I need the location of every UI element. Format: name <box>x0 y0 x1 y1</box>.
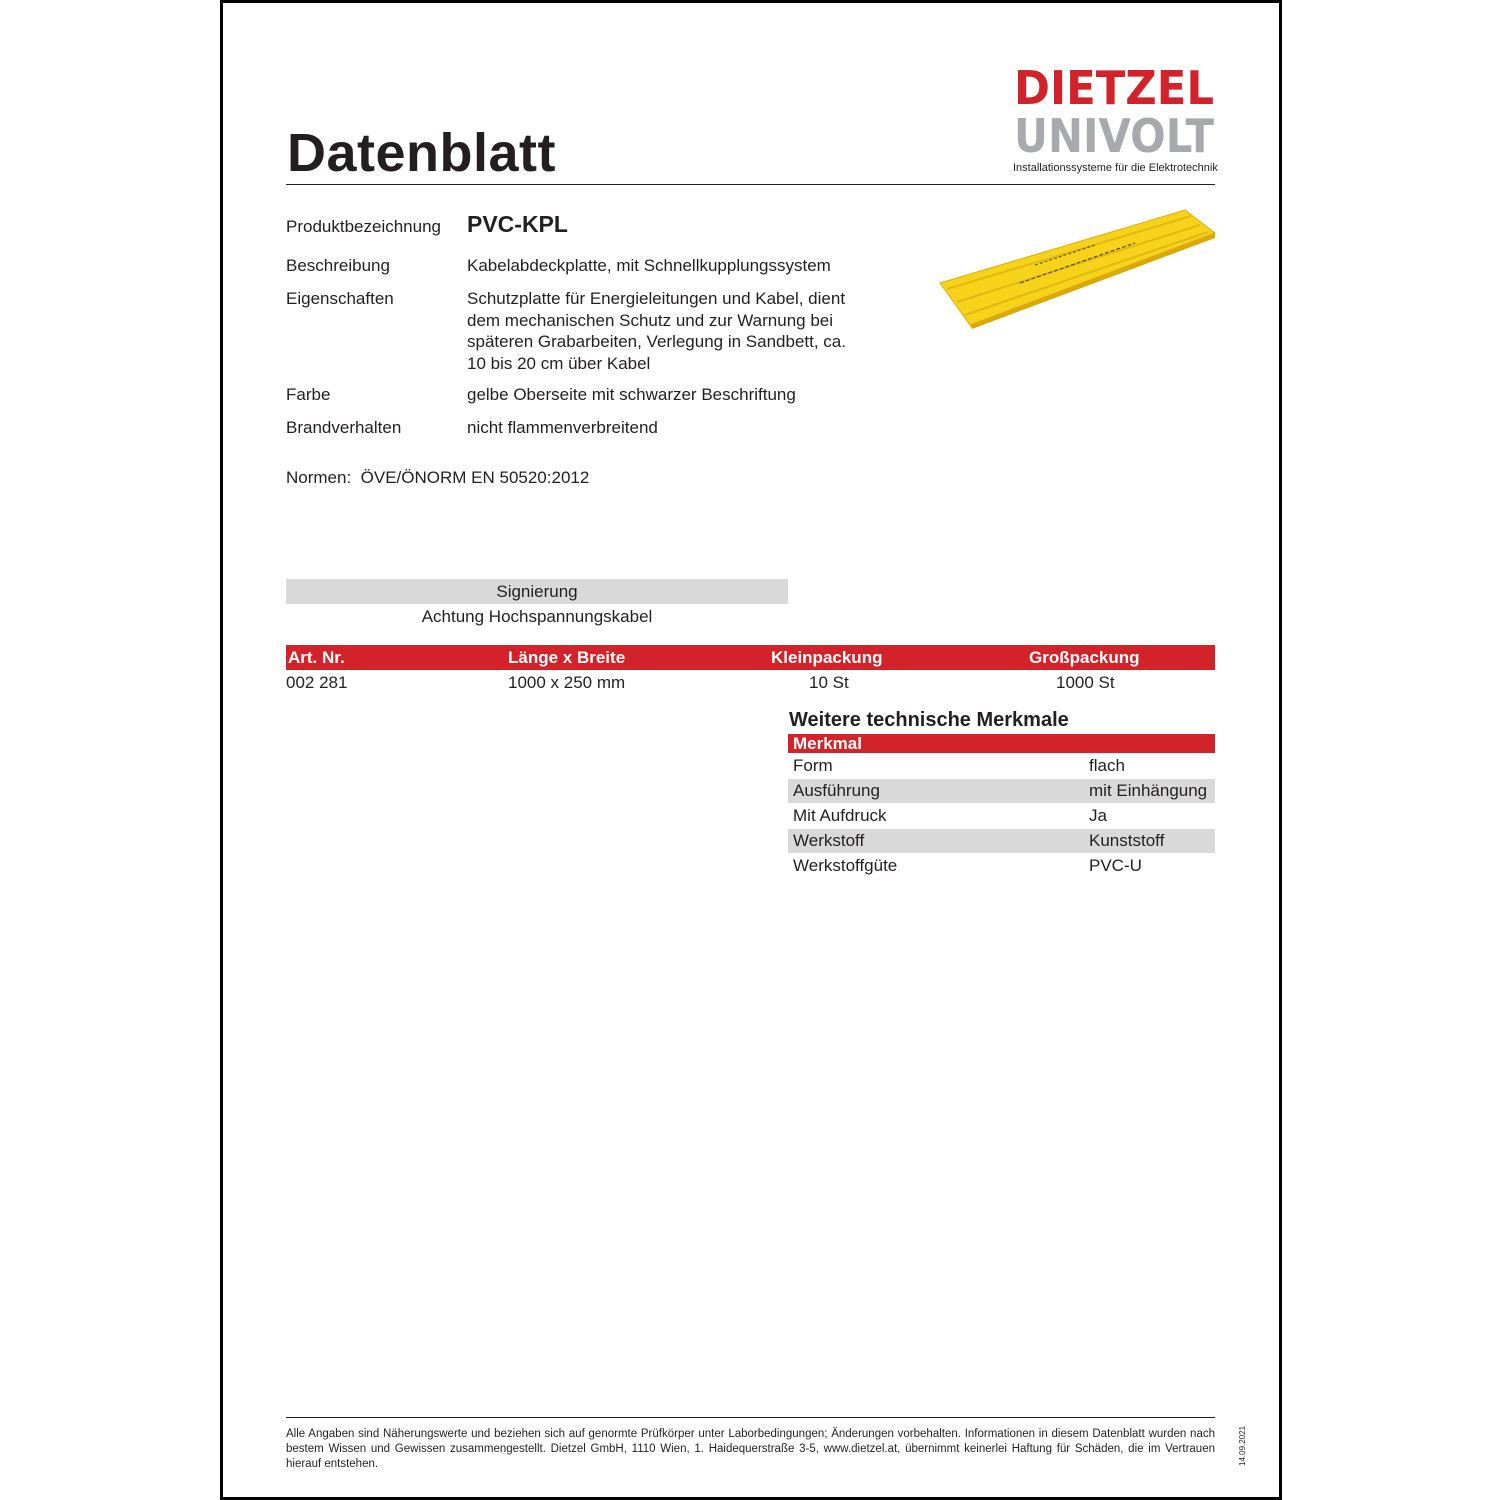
label-farbe: Farbe <box>286 385 331 404</box>
cell-kleinpackung: 10 St <box>809 673 849 692</box>
article-table-header <box>286 645 1215 670</box>
label-produktbezeichnung: Produktbezeichnung <box>286 217 442 236</box>
merkmal-value: mit Einhängung <box>1089 781 1208 800</box>
col-header-laenge-breite: Länge x Breite <box>508 648 626 667</box>
merkmal-value: PVC-U <box>1089 856 1142 875</box>
merkmal-value: flach <box>1089 756 1125 775</box>
page-title: Datenblatt <box>287 123 557 183</box>
product-name: PVC-KPL <box>467 211 568 237</box>
merkmal-value: Kunststoff <box>1089 831 1165 850</box>
merkmal-row <box>788 854 1215 878</box>
col-header-grosspackung: Großpackung <box>1029 648 1140 667</box>
merkmal-row <box>788 754 1215 778</box>
product-image <box>935 205 1220 330</box>
normen-value: ÖVE/ÖNORM EN 50520:2012 <box>360 468 590 487</box>
merkmal-key: Ausführung <box>793 781 880 800</box>
header-divider <box>286 184 1215 185</box>
document-date: 14.09.2021 <box>1238 1425 1247 1466</box>
normen <box>286 468 589 488</box>
cell-art-nr: 002 281 <box>286 673 348 692</box>
footer-divider <box>286 1417 1215 1418</box>
dietzel-logo <box>1013 62 1215 110</box>
brand-tagline: Installationssysteme für die Elektrotechnik <box>1013 162 1218 174</box>
label-beschreibung: Beschreibung <box>286 256 390 275</box>
merkmal-row <box>788 804 1215 828</box>
univolt-logo <box>1013 110 1215 158</box>
label-brandverhalten: Brandverhalten <box>286 418 402 437</box>
merkmale-title: Weitere technische Merkmale <box>789 709 1069 731</box>
value-eigenschaften: Schutzplatte für Energieleitungen und Kabel, dient dem mechanischen Schutz und zur Warnung bei späteren Grabarbeiten, Verlegung in Sandbett, ca. 10 bis 20 cm über Kabel <box>467 289 846 373</box>
merkmal-row <box>788 779 1215 803</box>
merkmal-row <box>788 829 1215 853</box>
normen-label: Normen: <box>286 468 352 487</box>
merkmal-key: Werkstoff <box>793 831 865 850</box>
merkmale-header <box>788 734 1215 753</box>
merkmal-key: Mit Aufdruck <box>793 806 887 825</box>
col-header-kleinpackung: Kleinpackung <box>771 648 883 667</box>
col-header-art-nr: Art. Nr. <box>288 648 345 667</box>
logo-line-1: DIETZEL <box>1014 62 1214 110</box>
footer-disclaimer: Alle Angaben sind Näherungswerte und beziehen sich auf genormte Prüfkörper unter Laborbedingungen; Änderungen vorbehalten. Informationen in diesem Datenblatt wurden nach bestem Wissen und Gewissen zusammengestellt. Dietzel GmbH, 1110 Wien, 1. Haidequerstraße 3-5, www.dietzel.at, übernimmt keinerlei Haftung für Schäden, die im Vertrauen hierauf entstehen. <box>286 1428 1215 1470</box>
merkmal-key: Form <box>793 756 833 775</box>
merkmal-value: Ja <box>1089 806 1107 825</box>
value-brandverhalten: nicht flammenverbreitend <box>467 418 658 437</box>
cell-grosspackung: 1000 St <box>1056 673 1115 692</box>
cell-laenge-breite: 1000 x 250 mm <box>508 673 626 692</box>
logo-line-2: UNIVOLT <box>1014 110 1215 158</box>
label-eigenschaften: Eigenschaften <box>286 289 394 308</box>
merkmal-key: Werkstoffgüte <box>793 856 898 875</box>
article-table-row <box>286 672 1215 696</box>
signierung-header: Signierung <box>286 579 788 604</box>
merkmale-header-label: Merkmal <box>793 734 862 753</box>
value-beschreibung: Kabelabdeckplatte, mit Schnellkupplungssystem <box>467 256 831 275</box>
value-farbe: gelbe Oberseite mit schwarzer Beschriftung <box>467 385 796 404</box>
signierung-value: Achtung Hochspannungskabel <box>421 607 653 626</box>
